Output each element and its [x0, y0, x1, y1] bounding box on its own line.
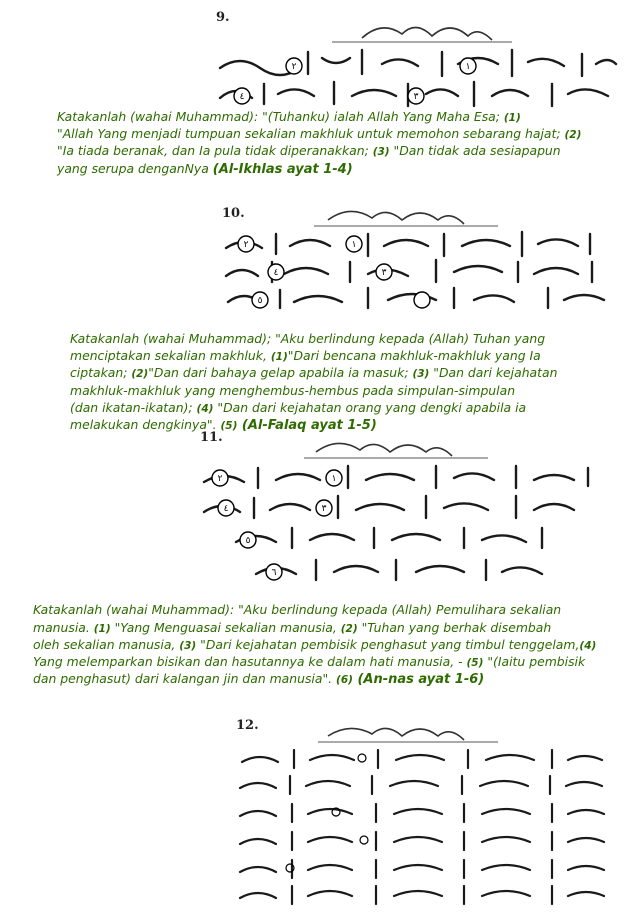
translation-line: Katakanlah (wahai Muhammad): "(Tuhanku) ialah Allah Yang Maha Esa; (1) — [57, 109, 521, 124]
translation-line: Yang melemparkan bisikan dan hasutannya ke dalam hati manusia, - (5) "(Iaitu pembisik — [33, 654, 586, 669]
verse-number: (3) — [412, 368, 430, 380]
surah-reference: (An-nas ayat 1-6) — [352, 672, 485, 687]
svg-text:١: ١ — [331, 474, 337, 484]
surah-number-12: 12. — [236, 718, 259, 733]
arabic-scan-ikhlas — [212, 12, 624, 112]
verse-number: (1) — [503, 112, 521, 124]
svg-text:٤: ٤ — [273, 268, 279, 278]
svg-text:٣: ٣ — [381, 268, 387, 278]
svg-text:١: ١ — [351, 240, 357, 250]
translation-line: Katakanlah (wahai Muhammad): "Aku berlindung kepada (Allah) Pemulihara sekalian — [33, 602, 562, 617]
svg-text:٣: ٣ — [321, 504, 327, 514]
translation-line: ciptakan; (2)"Dan dari bahaya gelap apabila ia masuk; (3) "Dan dari kejahatan — [70, 365, 558, 380]
arabic-scan-nas — [196, 434, 608, 596]
translation-line: yang serupa denganNya (Al-Ikhlas ayat 1-4) — [57, 161, 353, 177]
svg-text:٥: ٥ — [245, 536, 251, 546]
translation-line: makhluk-makhluk yang menghembus-hembus pada simpulan-simpulan — [70, 383, 516, 398]
svg-text:٢: ٢ — [217, 474, 223, 484]
verse-number: (3) — [372, 146, 390, 158]
verse-number: (4) — [196, 403, 214, 415]
translation-line: dan penghasut) dari kalangan jin dan manusia". (6) (An-nas ayat 1-6) — [33, 671, 485, 687]
svg-text:١: ١ — [465, 62, 471, 72]
surah-number-9: 9. — [216, 10, 230, 25]
translation-line: menciptakan sekalian makhluk, (1)"Dari bencana makhluk-makhluk yang Ia — [70, 348, 541, 363]
verse-number: (2) — [564, 129, 582, 141]
verse-number: (2) — [340, 623, 358, 635]
arabic-scan-falaq — [218, 202, 620, 314]
surah-reference: (Al-Falaq ayat 1-5) — [237, 418, 377, 433]
verse-number: (6) — [336, 674, 353, 686]
svg-text:٤: ٤ — [223, 504, 229, 514]
translation-line: oleh sekalian manusia, (3) "Dari kejahatan pembisik penghasut yang timbul tenggelam,(4) — [33, 637, 597, 652]
surah-number-10: 10. — [222, 206, 245, 221]
surah-reference: (Al-Ikhlas ayat 1-4) — [212, 162, 353, 177]
translation-line: (dan ikatan-ikatan); (4) "Dan dari kejahatan orang yang dengki apabila ia — [70, 400, 527, 415]
svg-text:٢: ٢ — [291, 62, 297, 72]
verse-number: (5) — [466, 657, 484, 669]
surah-number-11: 11. — [200, 430, 223, 445]
svg-text:٥: ٥ — [257, 296, 263, 306]
verse-number: (1) — [270, 351, 288, 363]
translation-line: "Allah Yang menjadi tumpuan sekalian makhluk untuk memohon sebarang hajat; (2) — [57, 126, 582, 141]
verse-number: (5) — [220, 420, 238, 432]
svg-text:٤: ٤ — [239, 92, 245, 102]
verse-number: (1) — [93, 623, 111, 635]
translation-line: melakukan dengkinya". (5) (Al-Falaq ayat 1-5) — [70, 417, 377, 433]
svg-text:٦: ٦ — [271, 568, 277, 578]
svg-text:٢: ٢ — [243, 240, 249, 250]
arabic-scan-fatihah — [232, 722, 618, 908]
verse-number: (2) — [131, 368, 149, 380]
verse-number: (4) — [579, 640, 597, 652]
verse-number: (3) — [179, 640, 197, 652]
svg-text:٣: ٣ — [413, 92, 419, 102]
translation-line: "Ia tiada beranak, dan Ia pula tidak diperanakkan; (3) "Dan tidak ada sesiapapun — [57, 143, 561, 158]
translation-line: Katakanlah (wahai Muhammad); "Aku berlindung kepada (Allah) Tuhan yang — [70, 331, 546, 346]
translation-line: manusia. (1) "Yang Menguasai sekalian manusia, (2) "Tuhan yang berhak disembah — [33, 620, 552, 635]
